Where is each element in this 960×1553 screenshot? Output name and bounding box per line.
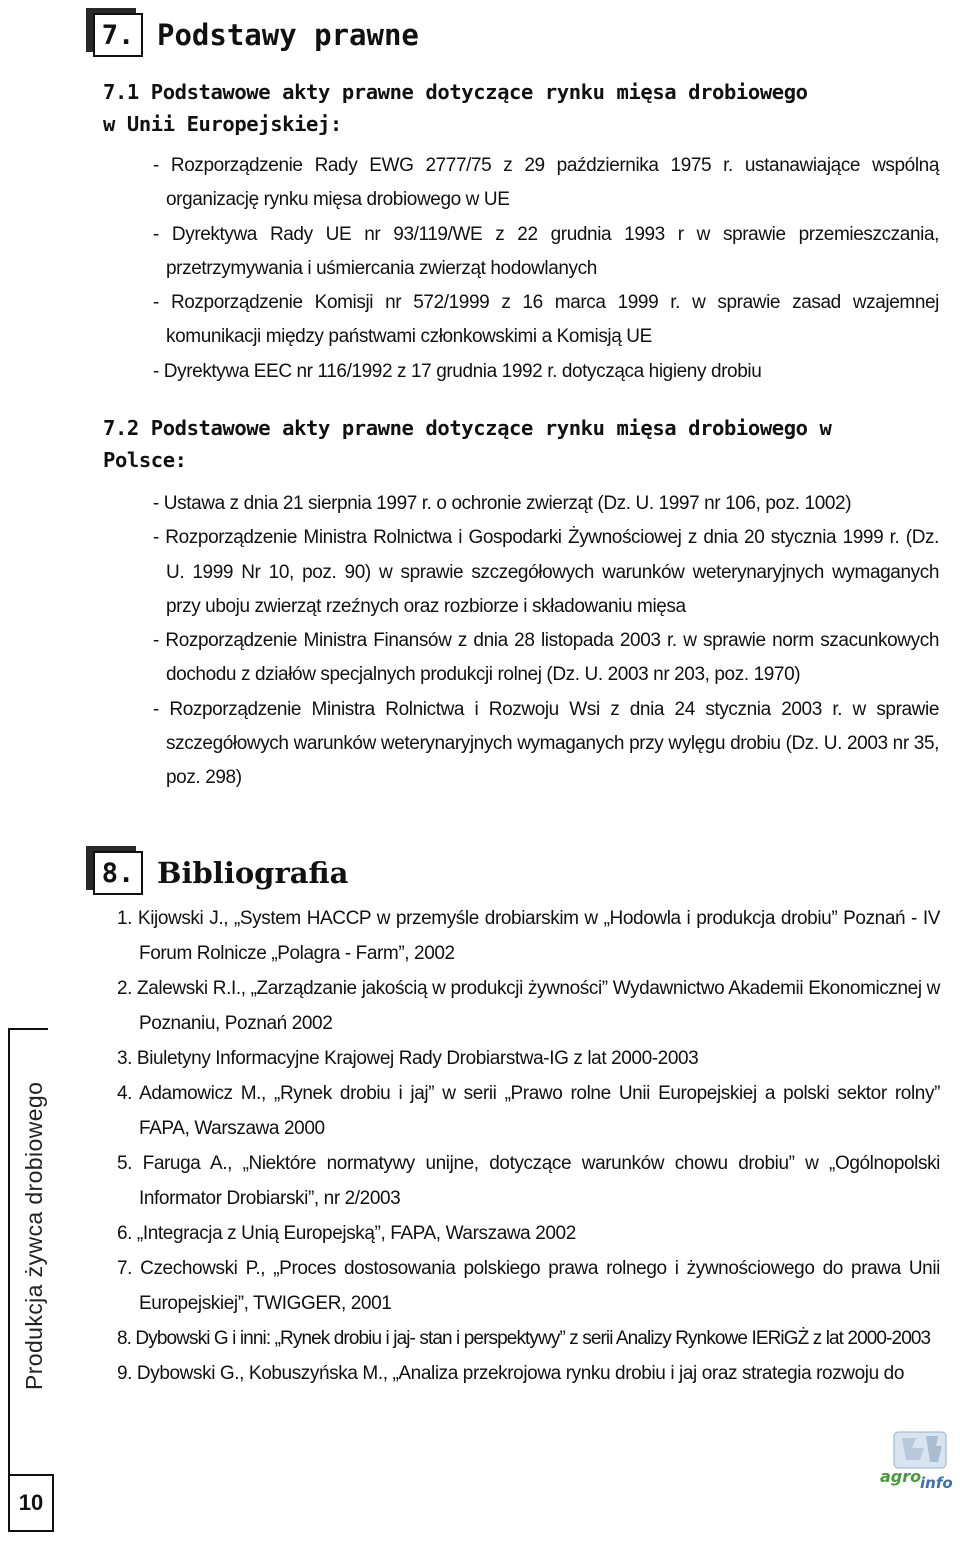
list-item: - Rozporządzenie Rady EWG 2777/75 z 29 października 1975 r. ustanawiające wspólną organizację rynku mięsa drobiowego w UE xyxy=(153,155,939,211)
sidebar-vertical-rule xyxy=(8,1030,10,1528)
list-item: - Dyrektywa Rady UE nr 93/119/WE z 22 grudnia 1993 r w sprawie przemieszczania, przetrzymywania i uśmiercania zwierząt hodowlanych xyxy=(153,223,939,279)
logo-lettering-info: info xyxy=(920,1474,953,1492)
bibliography-item: 9. Dybowski G., Kobuszyńska M., „Analiza przekrojowa rynku drobiu i jaj oraz strategia rozwoju do xyxy=(117,1363,904,1384)
section-8-title: Bibliografia xyxy=(157,856,349,890)
polish-legal-acts-list xyxy=(153,487,939,796)
bibliography-item: 6. „Integracja z Unią Europejską”, FAPA, Warszawa 2002 xyxy=(117,1223,576,1244)
agroinfo-logo xyxy=(876,1426,956,1496)
page-number-text: 10 xyxy=(18,1490,44,1515)
section-8-number: 8. xyxy=(101,857,135,889)
list-item: - Rozporządzenie Ministra Rolnictwa i Gospodarki Żywnościowej z dnia 20 stycznia 1999 r. (Dz. U. 1999 Nr 10, poz. 90) w sprawie szczegółowych warunków weterynaryjnych wymaganych przy uboju zwierząt rzeźnych oraz rozbiorze i składowaniu mięsa xyxy=(153,527,939,617)
subsection-7-2-heading-line-2: Polsce: xyxy=(103,448,187,472)
bibliography-item: 4. Adamowicz M., „Rynek drobiu i jaj” w serii „Prawo rolne Unii Europejskiej a polski sektor rolny” FAPA, Warszawa 2000 xyxy=(117,1083,940,1139)
bibliography-item: 8. Dybowski G i inni: „Rynek drobiu i jaj- stan i perspektywy” z serii Analizy Rynkowe IERiGŻ z lat 2000-2003 xyxy=(117,1328,931,1349)
subsection-7-1-heading-line-1: 7.1 Podstawowe akty prawne dotyczące rynku mięsa drobiowego xyxy=(103,80,808,104)
subsection-7-1-heading-line-2: w Unii Europejskiej: xyxy=(103,112,342,136)
subsection-7-2-heading xyxy=(103,412,903,476)
list-item: - Rozporządzenie Komisji nr 572/1999 z 16 marca 1999 r. w sprawie zasad wzajemnej komunikacji między państwami członkowskimi a Komisją UE xyxy=(153,292,939,348)
eu-legal-acts-list xyxy=(153,149,939,389)
list-item: - Ustawa z dnia 21 sierpnia 1997 r. o ochronie zwierząt (Dz. U. 1997 nr 106, poz. 1002) xyxy=(153,493,852,514)
page-number xyxy=(8,1474,54,1532)
section-7-number: 7. xyxy=(101,19,135,51)
bibliography-item: 7. Czechowski P., „Proces dostosowania polskiego prawa rolnego i żywnościowego do prawa Unii Europejskiej”, TWIGGER, 2001 xyxy=(117,1258,940,1314)
list-item: - Rozporządzenie Ministra Rolnictwa i Rozwoju Wsi z dnia 24 stycznia 2003 r. w sprawie szczegółowych warunków weterynaryjnych wymaganych przy wylęgu drobiu (Dz. U. 2003 nr 35, poz. 298) xyxy=(153,698,939,789)
bibliography-item: 3. Biuletyny Informacyjne Krajowej Rady Drobiarstwa-IG z lat 2000-2003 xyxy=(117,1048,699,1069)
section-7-number-box xyxy=(93,13,143,57)
section-7-title: Podstawy prawne xyxy=(157,18,419,52)
agroinfo-logo-graphic xyxy=(876,1426,956,1496)
subsection-7-1-heading xyxy=(103,76,903,140)
list-item: - Rozporządzenie Ministra Finansów z dnia 28 listopada 2003 r. w sprawie norm szacunkowych dochodu z działów specjalnych produkcji rolnej (Dz. U. 2003 nr 203, poz. 1970) xyxy=(153,630,939,686)
bibliography-item: 2. Zalewski R.I., „Zarządzanie jakością w produkcji żywności” Wydawnictwo Akademii Ekonomicznej w Poznaniu, Poznań 2002 xyxy=(117,978,940,1034)
bibliography-item: 1. Kijowski J., „System HACCP w przemyśle drobiarskim w „Hodowla i produkcja drobiu” Poznań - IV Forum Rolnicze „Polagra - Farm”, 2002 xyxy=(117,908,940,964)
section-8-number-box xyxy=(93,851,143,895)
bibliography-list xyxy=(117,901,940,1391)
section-8-heading xyxy=(93,851,348,895)
section-7-heading xyxy=(93,13,419,57)
logo-lettering-agro: agro xyxy=(880,1467,922,1486)
subsection-7-2-heading-line-1: 7.2 Podstawowe akty prawne dotyczące rynku mięsa drobiowego w xyxy=(103,416,832,440)
bibliography-item: 5. Faruga A., „Niektóre normatywy unijne, dotyczące warunków chowu drobiu” w „Ogólnopolski Informator Drobiarski”, nr 2/2003 xyxy=(117,1153,940,1209)
list-item: - Dyrektywa EEC nr 116/1992 z 17 grudnia 1992 r. dotycząca higieny drobiu xyxy=(153,360,762,382)
sidebar-publication-title: Produkcja żywca drobiowego xyxy=(21,1081,47,1390)
